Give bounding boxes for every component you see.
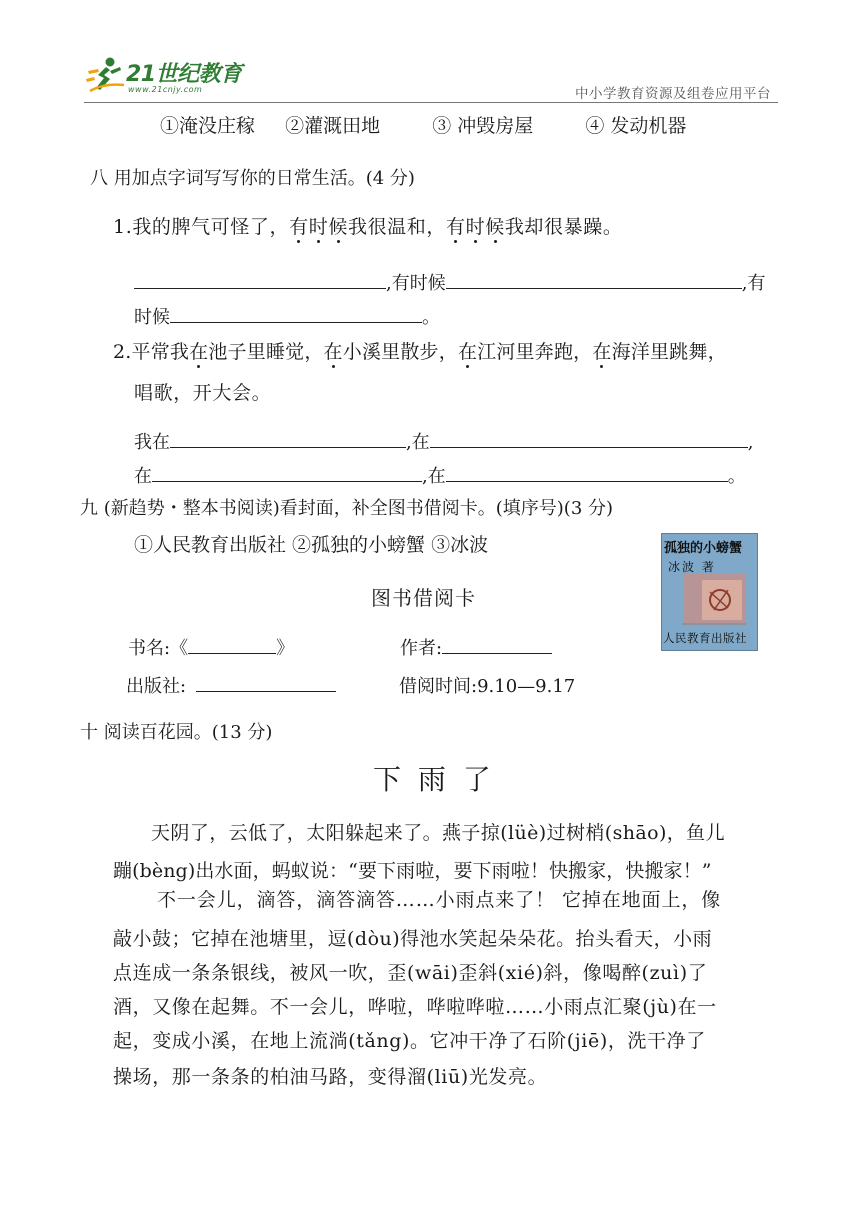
- book-name-field: 书名:《 》: [128, 634, 294, 660]
- book-name-blank[interactable]: [188, 635, 276, 654]
- dotted-char: 时: [309, 212, 329, 239]
- dotted-char: 有: [289, 212, 309, 239]
- option-2: ②灌溉田地: [285, 115, 381, 137]
- author-blank[interactable]: [442, 635, 552, 654]
- header-divider: [84, 102, 778, 103]
- publisher-blank[interactable]: [196, 673, 336, 692]
- story-line-2: 蹦(bèng)出水面，蚂蚁说：“要下雨啦，要下雨啦！快搬家，快搬家！”: [113, 860, 712, 882]
- borrow-time: 借阅时间:9.10—9.17: [399, 676, 576, 697]
- section-10-title: 十 阅读百花园。(13 分): [80, 722, 273, 743]
- dotted-char: 有: [446, 212, 466, 239]
- story-line-1: 天阴了，云低了，太阳躲起来了。燕子掠(lüè)过树梢(shāo)，鱼儿: [151, 822, 725, 844]
- q8-2-sentence: 2.平常我在池子里睡觉，在小溪里散步，在江河里奔跑，在海洋里跳舞，: [113, 337, 727, 364]
- q8-2-fill-line-1: 我在 ,在 ,: [134, 428, 753, 454]
- book-cover: [661, 533, 758, 651]
- options-row: [160, 111, 686, 138]
- option-3: ③ 冲毁房屋: [432, 115, 534, 137]
- story-line-8: 操场，那一条条的柏油马路，变得溜(liū)光发亮。: [113, 1066, 548, 1088]
- publisher-field: 出版社:: [126, 672, 336, 698]
- logo-url: www.21cnjy.com: [128, 85, 203, 94]
- dotted-word: [289, 216, 348, 238]
- blank-line[interactable]: [430, 429, 748, 448]
- cover-publisher: 人民教育出版社: [663, 631, 747, 645]
- q8-2-fill-line-2: 在 ,在 。: [134, 462, 746, 488]
- blank-line[interactable]: [170, 304, 422, 323]
- author-field: 作者:: [400, 634, 552, 660]
- story-line-7: 起，变成小溪，在地上流淌(tǎng)。它冲干净了石阶(jiē)，洗干净了: [113, 1030, 706, 1052]
- cover-title: 孤独的小螃蟹: [664, 541, 743, 556]
- option-1: ①淹没庄稼: [160, 115, 256, 137]
- blank-line[interactable]: [170, 429, 406, 448]
- blank-line[interactable]: [152, 463, 422, 482]
- logo: [84, 55, 274, 105]
- logo-text: 21世纪教育: [126, 62, 242, 87]
- q8-1-sentence: 1.我的脾气可怪了，有时候我很温和，有时候我却很暴躁。: [113, 212, 622, 239]
- dotted-char: 时: [466, 212, 486, 239]
- blank-line[interactable]: [446, 463, 728, 482]
- section-9-title: 九 (新趋势・整本书阅读)看封面，补全图书借阅卡。(填序号)(3 分): [80, 498, 614, 519]
- story-line-4: 敲小鼓；它掉在池塘里，逗(dòu)得池水笑起朵朵花。抬头看天，小雨: [113, 928, 713, 950]
- blank-line[interactable]: [446, 270, 742, 289]
- q8-1-fill-line-2: 时候 。: [134, 303, 440, 329]
- blank-line[interactable]: [134, 270, 386, 289]
- q8-2-sentence-cont: 唱歌，开大会。: [134, 382, 272, 404]
- story-line-3: 不一会儿，滴答，滴答滴答……小雨点来了！ 它掉在地面上，像: [157, 889, 722, 911]
- dotted-char: 候: [328, 212, 348, 239]
- story-line-6: 酒，又像在起舞。不一会儿，哗啦，哗啦哗啦……小雨点汇聚(jù)在一: [113, 996, 717, 1018]
- dotted-word: [446, 216, 505, 238]
- story-line-5: 点连成一条条银线，被风一吹，歪(wāi)歪斜(xié)斜，像喝醉(zuì)了: [113, 962, 708, 984]
- story-title: 下 雨 了: [373, 763, 495, 796]
- option-4: ④ 发动机器: [585, 115, 687, 137]
- section-8-title: 八 用加点字词写写你的日常生活。(4 分): [90, 168, 415, 189]
- dotted-char: 候: [485, 212, 505, 239]
- cover-author: 冰波 著: [668, 560, 716, 574]
- platform-name: 中小学教育资源及组卷应用平台: [575, 86, 771, 102]
- section-9-options: ①人民教育出版社 ②孤独的小螃蟹 ③冰波: [134, 534, 489, 556]
- q8-1-fill-line-1: ,有时候 ,有: [134, 269, 765, 295]
- card-title: 图书借阅卡: [371, 586, 476, 610]
- runner-logo-icon: [84, 55, 126, 95]
